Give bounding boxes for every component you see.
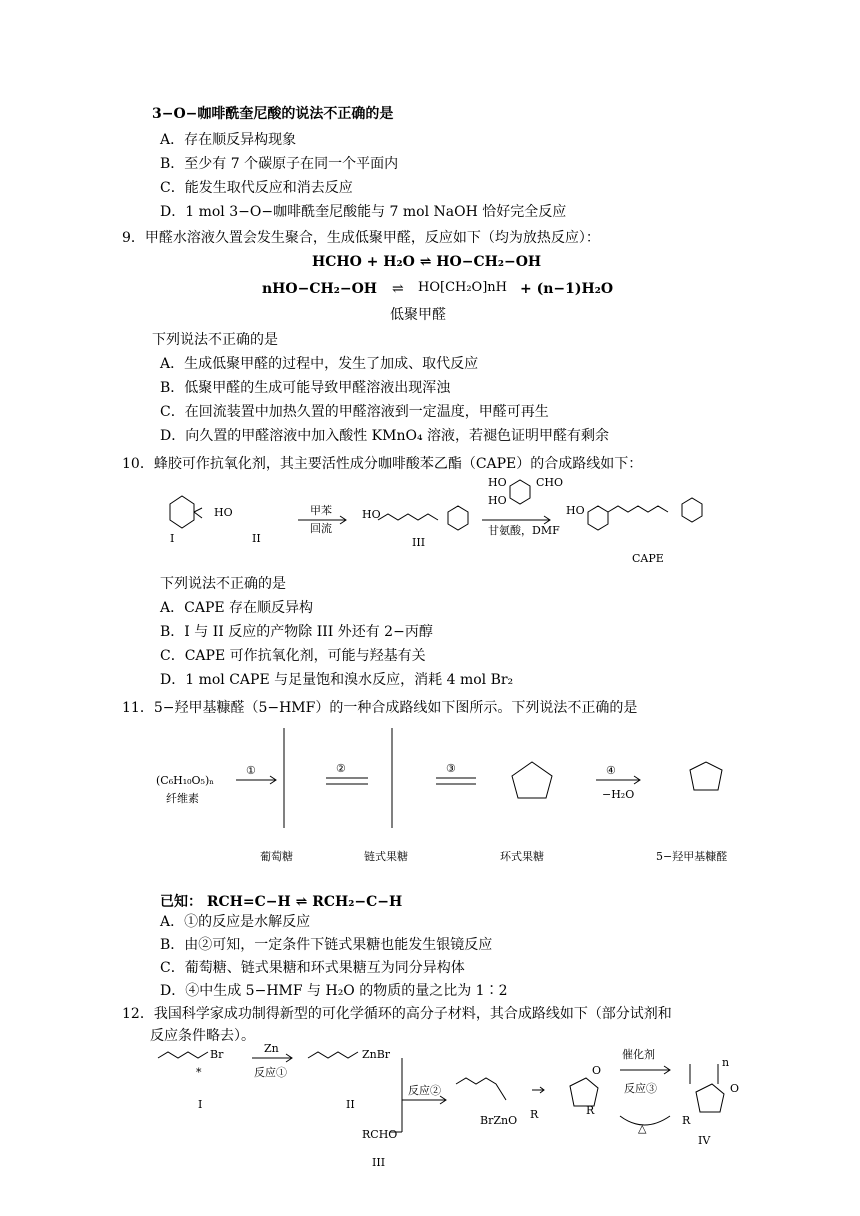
step-1: ① — [246, 764, 256, 777]
q11-known-arrow: ⇌ — [295, 894, 308, 910]
catalyst-label: 催化剂 — [622, 1048, 655, 1061]
option-label: B． — [160, 380, 185, 396]
reaction-1-label: 反应① — [254, 1066, 287, 1079]
hmf-ring — [690, 762, 722, 790]
label-ii: II — [252, 532, 261, 545]
option-text: 向久置的甲醛溶液中加入酸性 KMnO₄ 溶液，若褪色证明甲醛有剩余 — [185, 428, 610, 444]
polymer-n: n — [722, 1056, 730, 1069]
q11-known-left: RCH=C−H — [206, 894, 291, 910]
option-text: 生成低聚甲醛的过程中，发生了加成、取代反应 — [184, 356, 479, 372]
q11-option-d — [160, 981, 508, 1001]
reagent-zn: Zn — [264, 1044, 279, 1055]
q11-known-right: RCH₂−C−H — [312, 894, 403, 910]
chain-fructose-name: 链式果糖 — [364, 850, 408, 863]
compound-ii-chain — [308, 1052, 358, 1058]
q11-known-label: 已知： — [160, 894, 202, 910]
q9-equation-2-arrow: ⇌ — [392, 281, 404, 297]
q8-option-d — [160, 202, 566, 222]
aldehyde-oh-1: HO — [488, 476, 507, 489]
q8-stem: 3−O−咖啡酰奎尼酸的说法不正确的是 — [152, 106, 394, 122]
q11-scheme — [150, 718, 780, 868]
label-iii: III — [372, 1156, 386, 1169]
hmf-name: 5−羟甲基糠醛 — [656, 850, 728, 863]
compound-iii-rcho: RCHO — [362, 1128, 398, 1141]
option-label: A． — [160, 132, 185, 148]
option-label: D． — [160, 672, 186, 688]
arrow1-top: 甲苯 — [310, 504, 332, 517]
q8-option-b — [160, 154, 398, 174]
compound-ii-znbr: ZnBr — [362, 1048, 391, 1061]
option-label: A． — [160, 914, 185, 930]
cape-chain — [608, 506, 668, 512]
q9-option-b — [160, 378, 450, 398]
q8-option-a — [160, 130, 296, 150]
option-label: B． — [160, 156, 185, 172]
q11-stem: 11．5−羟甲基糠醛（5−HMF）的一种合成路线如下图所示。下列说法不正确的是 — [122, 700, 638, 716]
q10-option-a — [160, 598, 313, 618]
step-3: ③ — [446, 762, 456, 775]
iii-oh: HO — [362, 508, 381, 521]
lactone-r: R — [586, 1104, 595, 1117]
q10-question: 下列说法不正确的是 — [160, 576, 286, 592]
intermediate-brzno: BrZnO — [480, 1114, 518, 1127]
q10-option-b — [160, 622, 433, 642]
q11-option-c — [160, 958, 465, 978]
option-text: 至少有 7 个碳原子在同一个平面内 — [184, 156, 399, 172]
q9-option-c — [160, 402, 549, 422]
aldehyde-oh-2: HO — [488, 494, 507, 507]
cellulose-formula: (C₆H₁₀O₅)ₙ — [156, 774, 215, 787]
option-text: CAPE 可作抗氧化剂，可能与羟基有关 — [184, 648, 426, 664]
option-label: B． — [160, 937, 185, 953]
q9-equation-1: HCHO + H₂O ⇌ HO−CH₂−OH — [312, 254, 542, 270]
q10-option-d — [160, 670, 513, 690]
option-label: C． — [160, 180, 185, 196]
reaction-2-label: 反应② — [408, 1084, 441, 1097]
compound-iii-chain — [378, 514, 438, 520]
step-4-condition: −H₂O — [602, 788, 635, 801]
option-text: ④中生成 5−HMF 与 H₂O 的物质的量之比为 1∶2 — [185, 983, 508, 999]
cellulose-name: 纤维素 — [166, 792, 199, 805]
label-cape: CAPE — [632, 552, 664, 565]
q8-option-c — [160, 178, 353, 198]
q10-option-c — [160, 646, 426, 666]
label-i: I — [198, 1098, 203, 1111]
option-text: 葡萄糖、链式果糖和环式果糖互为同分异构体 — [184, 960, 465, 976]
cyclic-fructose-name: 环式果糖 — [500, 850, 544, 863]
option-label: A． — [160, 356, 185, 372]
aldehyde-cho: CHO — [536, 476, 564, 489]
q11-known — [160, 892, 402, 912]
q9-stem: 9．甲醛水溶液久置会发生聚合，生成低聚甲醛，反应如下（均为放热反应）： — [122, 230, 600, 246]
label-i: I — [170, 532, 175, 545]
option-text: 低聚甲醛的生成可能导致甲醛溶液出现浑浊 — [184, 380, 451, 396]
option-text: CAPE 存在顺反异构 — [184, 600, 314, 616]
polymer-ring — [696, 1084, 724, 1112]
q11-option-a — [160, 912, 310, 932]
label-iv: IV — [698, 1134, 711, 1147]
cape-oh: HO — [566, 504, 585, 517]
q10-stem: 10．蜂胶可作抗氧化剂，其主要活性成分咖啡酸苯乙酯（CAPE）的合成路线如下： — [122, 456, 643, 472]
option-text: 由②可知，一定条件下链式果糖也能发生银镜反应 — [184, 937, 493, 953]
step-2: ② — [336, 762, 346, 775]
intermediate-r: R — [530, 1108, 539, 1121]
glucose-name: 葡萄糖 — [260, 850, 293, 863]
cyclic-fructose-ring — [512, 762, 552, 798]
option-text: 能发生取代反应和消去反应 — [184, 180, 353, 196]
intermediate-chain — [456, 1078, 506, 1100]
reaction-3-label: 反应③ — [624, 1082, 657, 1095]
q12-scheme — [150, 1044, 770, 1174]
lactone-o: O — [592, 1064, 602, 1077]
compound-i-br: Br — [210, 1048, 224, 1061]
q9-option-a — [160, 354, 478, 374]
q9-question: 下列说法不正确的是 — [152, 332, 278, 348]
option-text: 1 mol CAPE 与足量饱和溴水反应，消耗 4 mol Br₂ — [185, 672, 514, 688]
q9-polymer-formula: HO[CH₂O]nH — [418, 280, 508, 295]
option-text: 在回流装置中加热久置的甲醛溶液到一定温度，甲醛可再生 — [184, 404, 549, 420]
option-text: ①的反应是水解反应 — [184, 914, 311, 930]
chiral-star: * — [196, 1066, 202, 1079]
label-ii: II — [346, 1098, 355, 1111]
q9-polymer-name: 低聚甲醛 — [390, 307, 446, 323]
polymer-o: O — [730, 1082, 740, 1095]
option-label: D． — [160, 204, 186, 220]
option-text: 存在顺反异构现象 — [184, 132, 297, 148]
aldehyde-ring — [510, 480, 530, 504]
q9-equation-2-left: nHO−CH₂−OH — [262, 281, 377, 297]
cape-ring-2 — [682, 498, 702, 522]
option-label: A． — [160, 600, 185, 616]
polymer-r: R — [682, 1114, 691, 1127]
q11-option-b — [160, 935, 492, 955]
q9-equation-2-right: + (n−1)H₂O — [520, 281, 614, 297]
arrow2-bottom: 甘氨酸，DMF — [488, 524, 560, 537]
option-text: I 与 II 反应的产物除 III 外还有 2−丙醇 — [184, 624, 433, 640]
option-text: 1 mol 3−O−咖啡酰奎尼酸能与 7 mol NaOH 恰好完全反应 — [185, 204, 567, 220]
arrow1-bottom: 回流 — [310, 522, 332, 535]
compound-iii-ring — [448, 506, 468, 530]
compound-i-ring — [170, 496, 194, 528]
option-label: C． — [160, 648, 185, 664]
q9-option-d — [160, 426, 609, 446]
reactant-ii-oh: HO — [214, 506, 233, 519]
heat-symbol: △ — [638, 1122, 647, 1135]
q10-scheme — [152, 474, 752, 570]
option-label: B． — [160, 624, 185, 640]
label-iii: III — [412, 536, 426, 549]
q12-stem-line-1: 12．我国科学家成功制得新型的可化学循环的高分子材料，其合成路线如下（部分试剂和 — [122, 1006, 672, 1022]
step-4: ④ — [606, 764, 616, 777]
option-label: C． — [160, 960, 185, 976]
cape-ring-1 — [588, 506, 608, 530]
compound-i-chain — [158, 1052, 208, 1058]
option-label: D． — [160, 983, 186, 999]
option-label: C． — [160, 404, 185, 420]
q12-stem-line-2: 反应条件略去）。 — [150, 1028, 255, 1044]
option-label: D． — [160, 428, 186, 444]
lactone-ring — [570, 1078, 598, 1106]
